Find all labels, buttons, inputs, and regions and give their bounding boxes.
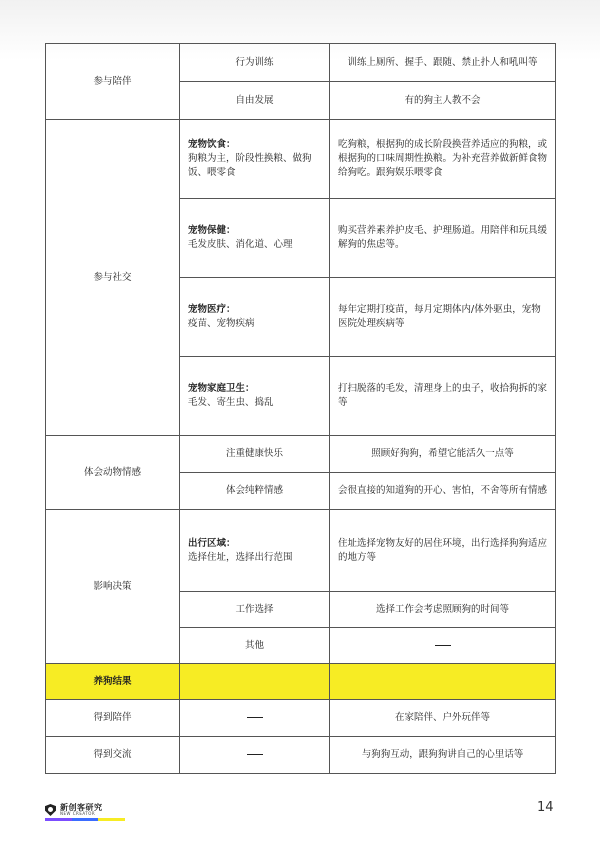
footer-color-bar <box>45 818 125 821</box>
item-cell: 工作选择 <box>180 592 330 628</box>
item-text: 选择住址，选择出行范围 <box>188 551 293 563</box>
dash-mark <box>435 645 451 646</box>
item-cell <box>180 510 330 592</box>
category-cell: 参与陪伴 <box>46 44 180 120</box>
page-number: 14 <box>537 800 554 815</box>
desc-cell: 与狗狗互动，跟狗狗讲自己的心里话等 <box>330 737 556 774</box>
dog-ownership-table <box>45 43 556 774</box>
table-row <box>46 510 556 592</box>
item-title: 宠物保健： <box>188 225 236 236</box>
table-row <box>46 737 556 774</box>
category-cell: 体会动物情感 <box>46 436 180 510</box>
desc-cell: 照顾好狗狗，希望它能活久一点等 <box>330 436 556 473</box>
table-row <box>46 44 556 82</box>
desc-cell: 每年定期打疫苗，每月定期体内/体外驱虫，宠物医院处理疾病等 <box>330 278 556 357</box>
item-text: 毛发皮肤、消化道、心理 <box>188 239 293 250</box>
desc-cell: 选择工作会考虑照顾狗的时间等 <box>330 592 556 628</box>
category-cell: 得到交流 <box>46 737 180 774</box>
category-cell: 参与社交 <box>46 120 180 436</box>
logo-en-text: NEW CREATOR <box>60 811 96 816</box>
desc-cell <box>330 628 556 664</box>
table-row <box>46 120 556 199</box>
footer-logo <box>45 801 103 819</box>
empty-cell <box>330 664 556 700</box>
item-text: 狗粮为主，阶段性换粮、做狗饭、喂零食 <box>188 153 312 178</box>
bar-segment-purple <box>45 818 72 821</box>
bar-segment-yellow <box>98 818 125 821</box>
shield-icon <box>45 804 56 816</box>
item-title: 宠物医疗： <box>188 304 236 315</box>
desc-cell: 训练上厕所、握手、跟随、禁止扑人和吼叫等 <box>330 44 556 82</box>
item-cell <box>180 357 330 436</box>
category-cell: 影响决策 <box>46 510 180 664</box>
item-text: 疫苗、宠物疾病 <box>188 318 255 329</box>
item-text: 毛发、寄生虫、捣乱 <box>188 397 274 408</box>
item-cell: 自由发展 <box>180 82 330 120</box>
desc-cell: 有的狗主人教不会 <box>330 82 556 120</box>
item-cell <box>180 700 330 737</box>
empty-cell <box>180 664 330 700</box>
item-cell: 注重健康快乐 <box>180 436 330 473</box>
item-cell: 其他 <box>180 628 330 664</box>
bar-segment-blue <box>72 818 99 821</box>
desc-cell: 会很直接的知道狗的开心、害怕，不舍等所有情感 <box>330 473 556 510</box>
item-cell <box>180 199 330 278</box>
item-cell <box>180 120 330 199</box>
item-cell: 行为训练 <box>180 44 330 82</box>
item-title: 宠物家庭卫生： <box>188 383 255 394</box>
category-cell: 得到陪伴 <box>46 700 180 737</box>
dash-mark <box>247 754 263 755</box>
dash-mark <box>247 717 263 718</box>
item-cell <box>180 278 330 357</box>
table-row-highlight <box>46 664 556 700</box>
desc-cell: 住址选择宠物友好的居住环境，出行选择狗狗适应的地方等 <box>330 510 556 592</box>
item-cell: 体会纯粹情感 <box>180 473 330 510</box>
item-title: 宠物饮食： <box>188 139 236 150</box>
item-cell <box>180 737 330 774</box>
table-row <box>46 436 556 473</box>
desc-cell: 打扫脱落的毛发，清理身上的虫子，收拾狗拆的家等 <box>330 357 556 436</box>
desc-cell: 在家陪伴、户外玩伴等 <box>330 700 556 737</box>
logo-cn-text: 新创客研究 <box>60 803 103 812</box>
desc-cell: 购买营养素养护皮毛、护理肠道。用陪伴和玩具缓解狗的焦虑等。 <box>330 199 556 278</box>
table-row <box>46 700 556 737</box>
item-title: 出行区域： <box>188 537 236 549</box>
desc-cell: 吃狗粮，根据狗的成长阶段换营养适应的狗粮，或根据狗的口味周期性换粮。为补充营养做新鲜食物给狗吃。跟狗娱乐喂零食 <box>330 120 556 199</box>
category-cell: 养狗结果 <box>46 664 180 700</box>
